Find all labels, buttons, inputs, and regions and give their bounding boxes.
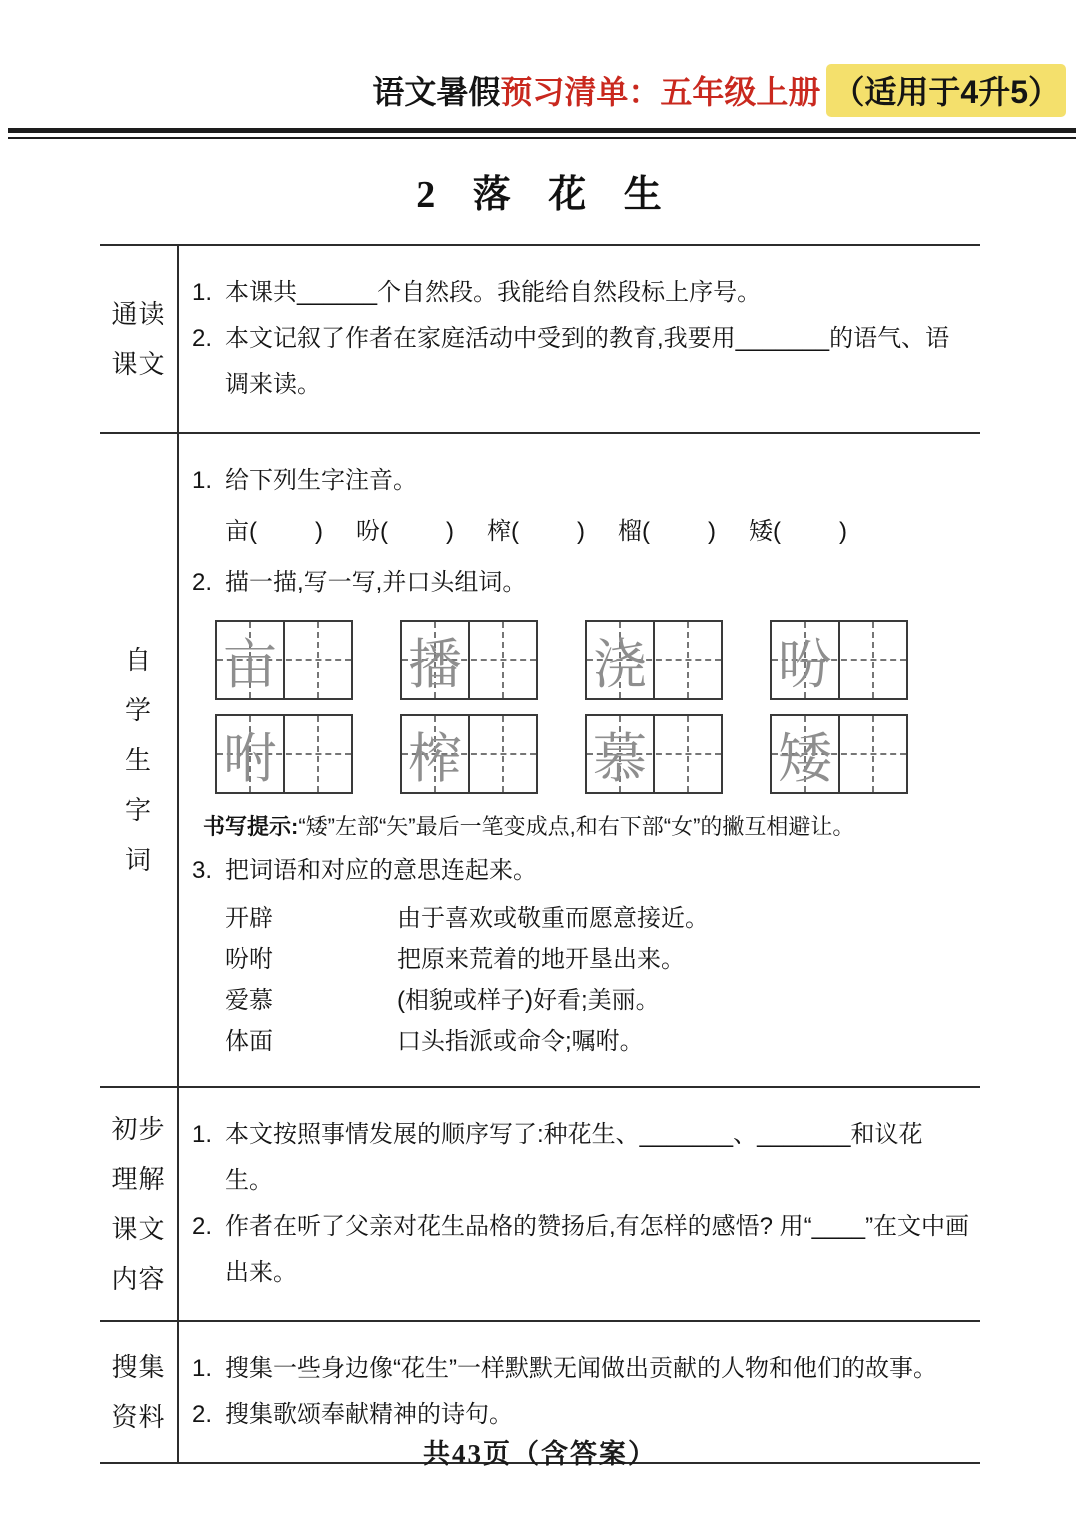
table-row-zixue-shengzici [100, 434, 980, 1088]
row-label-text: 课文 [111, 349, 166, 379]
paren-open: ( [511, 518, 519, 545]
task-item [192, 270, 970, 316]
row-content-tongdu-kewen [177, 246, 980, 432]
task-item [192, 458, 970, 504]
trace-character: 播 [408, 632, 462, 696]
trace-character: 矮 [778, 726, 832, 790]
page-header [0, 64, 1080, 117]
task-item [192, 316, 970, 408]
grid-vertical-dashed-line [687, 716, 689, 792]
writing-hint [203, 810, 970, 844]
row-label-text: 资料 [111, 1402, 166, 1432]
worksheet-table [100, 244, 980, 1464]
lesson-title: 2 落 花 生 [416, 174, 664, 216]
row-label-text: 通读 [111, 299, 166, 329]
item-number: 2. [192, 1401, 213, 1428]
row-label-text: 学 [124, 695, 152, 725]
grid-cell-blank [468, 622, 536, 698]
writing-grid-box [585, 714, 723, 794]
trace-character: 吩 [778, 632, 832, 696]
item-text: 搜集歌颂奉献精神的诗句。 [225, 1401, 513, 1428]
item-text: 本文按照事情发展的顺序写了:种花生、_______、_______和议花生。 [225, 1121, 923, 1194]
pinyin-char: 榨 [487, 518, 511, 545]
pinyin-char: 吩 [356, 518, 380, 545]
pinyin-group [225, 518, 323, 545]
paren-open: ( [642, 518, 650, 545]
pinyin-group [487, 518, 585, 545]
paren-open: ( [249, 518, 257, 545]
item-text: 描一描,写一写,并口头组词。 [225, 569, 527, 596]
paren-close: ) [839, 518, 847, 545]
item-text: 本课共______个自然段。我能给自然段标上序号。 [225, 279, 762, 306]
task-item [192, 1112, 970, 1204]
match-row [225, 898, 970, 939]
trace-character: 浇 [593, 632, 647, 696]
pinyin-exercise-line [225, 506, 970, 558]
row-label-text: 内容 [111, 1264, 166, 1294]
row-label-text: 自 [124, 645, 152, 675]
row-label-text: 搜集 [111, 1352, 166, 1382]
paren-open: ( [380, 518, 388, 545]
grid-vertical-dashed-line [317, 716, 319, 792]
writing-grid-box [215, 714, 353, 794]
pinyin-char: 榴 [618, 518, 642, 545]
match-row [225, 1021, 970, 1062]
task-item [192, 560, 970, 606]
row-label-text: 字 [124, 795, 152, 825]
writing-grid-box [400, 714, 538, 794]
pinyin-char: 矮 [749, 518, 773, 545]
match-row [225, 980, 970, 1021]
item-number: 2. [192, 325, 213, 352]
match-word: 开辟 [225, 905, 273, 932]
item-number: 2. [192, 1213, 213, 1240]
grid-cell-blank [468, 716, 536, 792]
trace-character: 榨 [408, 726, 462, 790]
grid-cell-blank [283, 716, 351, 792]
match-meaning: 由于喜欢或敬重而愿意接近。 [397, 905, 709, 932]
row-label-zixue-shengzici [100, 434, 177, 1086]
paren-close: ) [577, 518, 585, 545]
grid-cell-blank [653, 622, 721, 698]
grid-cell-blank [838, 622, 906, 698]
row-label-tongdu-kewen [100, 246, 177, 432]
item-text: 给下列生字注音。 [225, 467, 417, 494]
row-label-chubu-lijie [100, 1088, 177, 1320]
grid-vertical-dashed-line [502, 622, 504, 698]
table-row-tongdu-kewen [100, 246, 980, 434]
grid-cell-trace [402, 622, 468, 698]
header-grade-badge: （适用于4升5） [826, 64, 1066, 117]
header-double-rule-top [8, 128, 1076, 133]
grid-cell-trace [587, 716, 653, 792]
grid-cell-blank [283, 622, 351, 698]
item-number: 1. [192, 279, 213, 306]
item-number: 1. [192, 1121, 213, 1148]
item-number: 3. [192, 857, 213, 884]
writing-grid-row [215, 714, 970, 794]
grid-cell-trace [402, 716, 468, 792]
writing-hint-label: 书写提示: [203, 814, 299, 839]
writing-grid-row [215, 620, 970, 700]
writing-grid-box [770, 620, 908, 700]
grid-cell-blank [653, 716, 721, 792]
item-number: 1. [192, 1355, 213, 1382]
pinyin-group [356, 518, 454, 545]
match-row [225, 939, 970, 980]
writing-grid-box [770, 714, 908, 794]
writing-grid-box [400, 620, 538, 700]
grid-vertical-dashed-line [872, 622, 874, 698]
writing-hint-text: “矮”左部“矢”最后一笔变成点,和右下部“女”的撇互相避让。 [298, 814, 855, 839]
grid-vertical-dashed-line [502, 716, 504, 792]
header-double-rule-bottom [8, 137, 1076, 139]
item-number: 1. [192, 467, 213, 494]
match-word: 爱慕 [225, 987, 273, 1014]
grid-vertical-dashed-line [317, 622, 319, 698]
item-text: 把词语和对应的意思连起来。 [225, 857, 537, 884]
match-word: 吩咐 [225, 946, 273, 973]
grid-cell-trace [772, 716, 838, 792]
grid-vertical-dashed-line [687, 622, 689, 698]
header-series-title: 语文暑假 [372, 74, 501, 110]
task-item [192, 1346, 970, 1392]
item-number: 2. [192, 569, 213, 596]
match-word: 体面 [225, 1028, 273, 1055]
table-row-chubu-lijie [100, 1088, 980, 1322]
paren-open: ( [773, 518, 781, 545]
paren-close: ) [315, 518, 323, 545]
row-label-text: 生 [124, 745, 152, 775]
grid-vertical-dashed-line [872, 716, 874, 792]
word-matching-exercise [225, 898, 970, 1062]
row-label-text: 词 [124, 845, 152, 875]
header-series-subtitle: 预习清单：五年级上册 [500, 74, 821, 110]
trace-character: 咐 [223, 726, 277, 790]
grid-cell-trace [217, 716, 283, 792]
trace-character: 慕 [593, 726, 647, 790]
task-item [192, 1204, 970, 1296]
match-meaning: (相貌或样子)好看;美丽。 [397, 987, 660, 1014]
pinyin-group [749, 518, 847, 545]
row-content-zixue-shengzici [177, 434, 980, 1086]
writing-grid-box [585, 620, 723, 700]
grid-cell-trace [587, 622, 653, 698]
grid-cell-blank [838, 716, 906, 792]
row-label-text: 课文 [111, 1214, 166, 1244]
row-label-text: 理解 [111, 1164, 166, 1194]
pinyin-char: 亩 [225, 518, 249, 545]
item-text: 作者在听了父亲对花生品格的赞扬后,有怎样的感悟? 用“____”在文中画出来。 [225, 1213, 970, 1286]
page-footer: 共43页（含答案） [423, 1439, 657, 1469]
pinyin-group [618, 518, 716, 545]
task-item [192, 848, 970, 894]
item-text: 搜集一些身边像“花生”一样默默无闻做出贡献的人物和他们的故事。 [225, 1355, 937, 1382]
match-meaning: 口头指派或命令;嘱咐。 [397, 1028, 644, 1055]
grid-cell-trace [772, 622, 838, 698]
writing-grid-box [215, 620, 353, 700]
match-meaning: 把原来荒着的地开垦出来。 [397, 946, 685, 973]
paren-close: ) [708, 518, 716, 545]
paren-close: ) [446, 518, 454, 545]
row-content-chubu-lijie [177, 1088, 980, 1320]
item-text: 本文记叙了作者在家庭活动中受到的教育,我要用_______的语气、语调来读。 [225, 325, 950, 398]
row-label-text: 初步 [111, 1114, 166, 1144]
grid-cell-trace [217, 622, 283, 698]
trace-character: 亩 [223, 632, 277, 696]
